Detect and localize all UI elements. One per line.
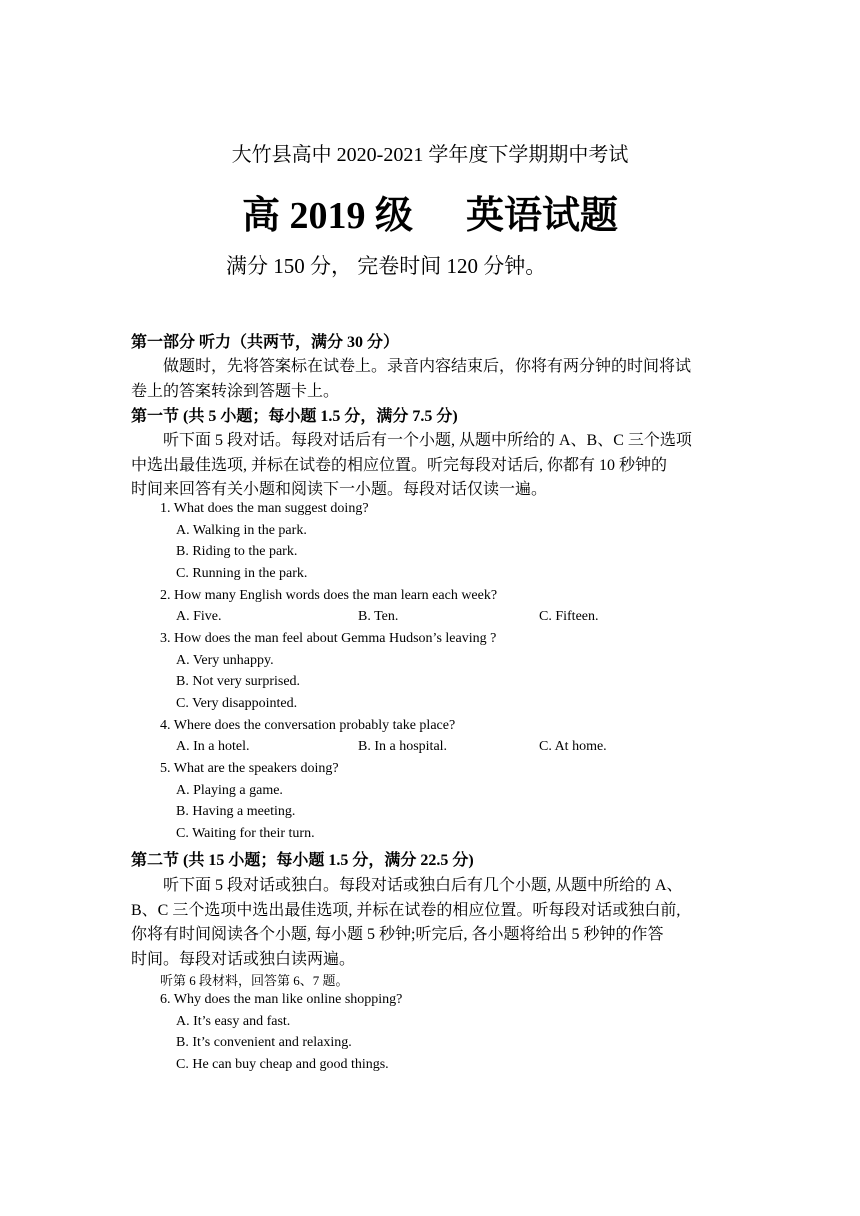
question-5-option-a: A. Playing a game. — [176, 783, 283, 798]
question-5-option-b: B. Having a meeting. — [176, 804, 296, 819]
section1-instr-line3: 时间来回答有关小题和阅读下一小题。每段对话仅读一遍。 — [131, 481, 548, 498]
section1-heading: 第一节 (共 5 小题；每小题 1.5 分，满分 7.5 分) — [131, 408, 458, 425]
section1-instr-line1: 听下面 5 段对话。每段对话后有一个小题, 从题中所给的 A、B、C 三个选项 — [163, 432, 692, 449]
question-6: 6. Why does the man like online shopping? — [160, 992, 403, 1007]
section2-instr-line1: 听下面 5 段对话或独白。每段对话或独白后有几个小题, 从题中所给的 A、 — [163, 877, 683, 894]
question-1-option-c: C. Running in the park. — [176, 566, 308, 581]
question-1-option-b: B. Riding to the park. — [176, 544, 298, 559]
material-note: 听第 6 段材料，回答第 6、7 题。 — [160, 973, 349, 988]
question-3-option-b: B. Not very surprised. — [176, 674, 301, 689]
question-3-option-c: C. Very disappointed. — [176, 696, 298, 711]
question-3-option-a: A. Very unhappy. — [176, 653, 274, 668]
question-2-option-a: A. Five. — [176, 609, 222, 624]
part1-heading: 第一部分 听力（共两节，满分 30 分） — [131, 334, 400, 351]
question-4-option-c: C. At home. — [539, 739, 607, 754]
subject-title: 英语试题 — [466, 195, 619, 237]
question-2-option-c: C. Fifteen. — [539, 609, 599, 624]
question-1: 1. What does the man suggest doing? — [160, 501, 369, 516]
section2-instr-line3: 你将有时间阅读各个小题, 每小题 5 秒钟;听完后, 各小题将给出 5 秒钟的作答 — [131, 926, 664, 943]
score-time-note: 满分 150 分， 完卷时间 120 分钟。 — [226, 254, 547, 278]
section2-instr-line4: 时间。每段对话或独白读两遍。 — [131, 951, 356, 968]
question-2: 2. How many English words does the man learn each week? — [160, 588, 498, 603]
section1-instr-line2: 中选出最佳选项, 并标在试卷的相应位置。听完每段对话后, 你都有 10 秒钟的 — [131, 457, 668, 474]
exam-title: 大竹县高中 2020-2021 学年度下学期期中考试 — [231, 144, 629, 166]
question-4-option-b: B. In a hospital. — [358, 739, 448, 754]
question-5-option-c: C. Waiting for their turn. — [176, 826, 315, 841]
question-6-option-c: C. He can buy cheap and good things. — [176, 1057, 389, 1072]
question-6-option-a: A. It’s easy and fast. — [176, 1014, 291, 1029]
section2-instr-line2: B、C 三个选项中选出最佳选项, 并标在试卷的相应位置。听每段对话或独白前, — [131, 902, 681, 919]
question-6-option-b: B. It’s convenient and relaxing. — [176, 1035, 352, 1050]
part1-intro-line1: 做题时，先将答案标在试卷上。录音内容结束后，你将有两分钟的时间将试 — [163, 358, 692, 375]
question-4-option-a: A. In a hotel. — [176, 739, 250, 754]
question-2-option-b: B. Ten. — [358, 609, 399, 624]
grade-label: 高 2019 级 — [242, 195, 414, 237]
question-4: 4. Where does the conversation probably take place? — [160, 718, 456, 733]
question-5: 5. What are the speakers doing? — [160, 761, 339, 776]
question-1-option-a: A. Walking in the park. — [176, 523, 307, 538]
question-3: 3. How does the man feel about Gemma Hudson’s leaving ? — [160, 631, 497, 646]
section2-heading: 第二节 (共 15 小题；每小题 1.5 分，满分 22.5 分) — [131, 852, 474, 869]
part1-intro-line2: 卷上的答案转涂到答题卡上。 — [131, 383, 340, 400]
